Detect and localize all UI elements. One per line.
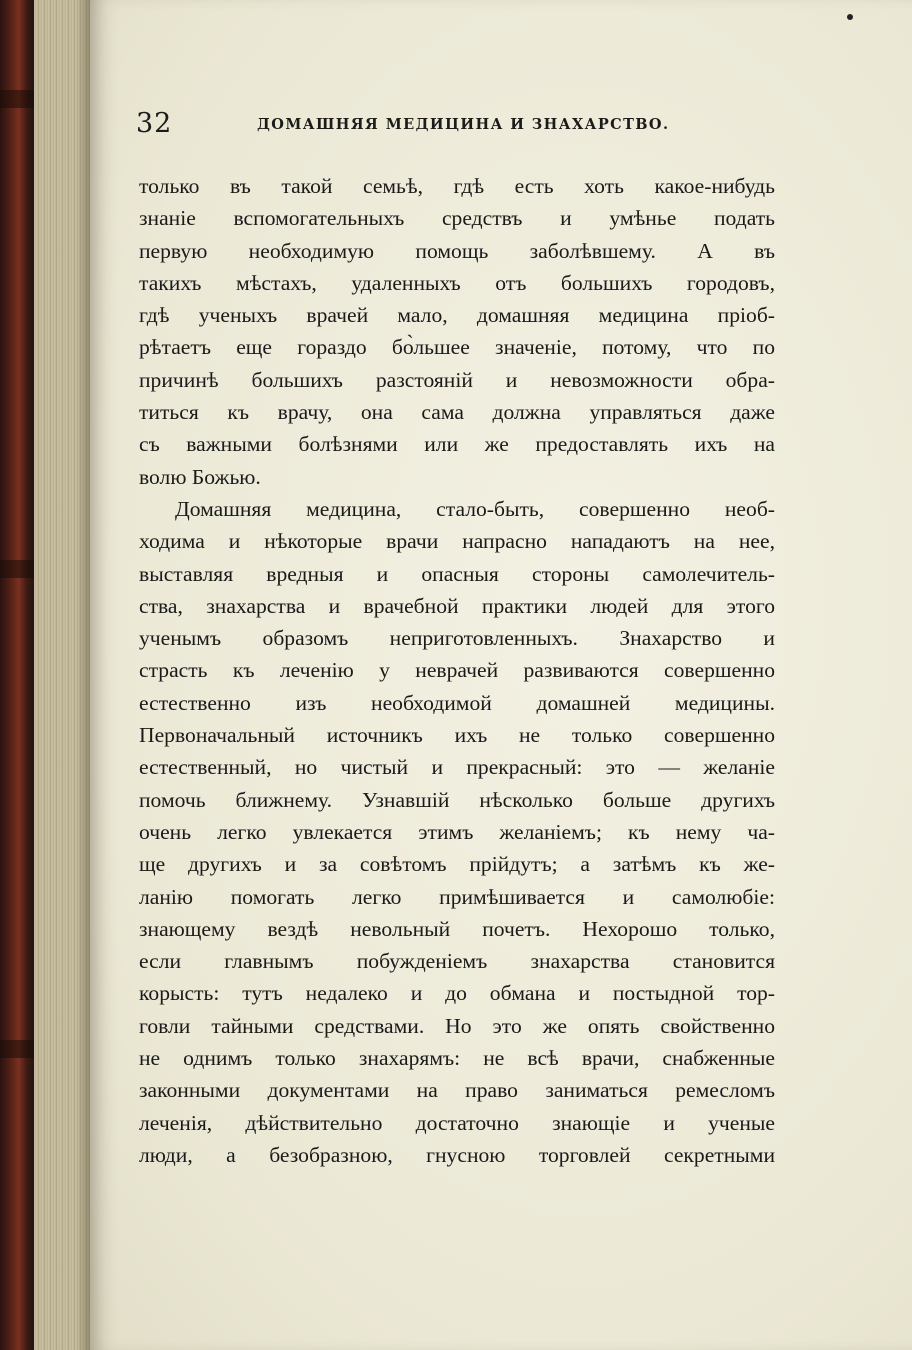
spine-band	[0, 560, 34, 578]
text-line: съ важными болѣзнями или же предоставлять ихъ на	[139, 432, 775, 457]
text-line: знаніе вспомогательныхъ средствъ и умѣнье подать	[139, 206, 775, 231]
text-line: волю Божью.	[139, 464, 261, 489]
text-line: леченія, дѣйствительно достаточно знающіе и ученые	[139, 1110, 775, 1135]
text-line: корысть: тутъ недалеко и до обмана и постыдной тор-	[139, 981, 775, 1006]
text-line: ще другихъ и за совѣтомъ прійдутъ; а затѣмъ къ же-	[139, 852, 775, 877]
spine-band	[0, 1040, 34, 1058]
text-line: Домашняя медицина, стало-быть, совершенно необ-	[175, 496, 775, 521]
text-line: ходима и нѣкоторые врачи напрасно нападаютъ на нее,	[139, 529, 775, 554]
text-line: если главнымъ побужденіемъ знахарства становится	[139, 949, 775, 974]
page-edges	[34, 0, 90, 1350]
text-line: знающему вездѣ невольный почетъ. Нехорошо только,	[139, 916, 775, 941]
paragraph-1	[139, 170, 775, 493]
text-line: такихъ мѣстахъ, удаленныхъ отъ большихъ городовъ,	[139, 270, 775, 295]
text-line: помочь ближнему. Узнавшій нѣсколько больше другихъ	[139, 787, 775, 812]
text-line: ланію помогать легко примѣшивается и самолюбіе:	[139, 884, 775, 909]
text-line: очень легко увлекается этимъ желаніемъ; къ нему ча-	[139, 819, 775, 844]
running-title: ДОМАШНЯЯ МЕДИЦИНА И ЗНАХАРСТВО.	[257, 116, 670, 133]
text-line: законными документами на право заниматься ремесломъ	[139, 1078, 775, 1103]
text-line: рѣтаетъ еще гораздо бо̀льшее значеніе, потому, что по	[139, 335, 775, 360]
text-line: только въ такой семьѣ, гдѣ есть хоть какое-нибудь	[139, 174, 775, 198]
paragraph-2	[139, 493, 775, 1171]
text-line: естественно изъ необходимой домашней медицины.	[139, 690, 775, 715]
text-line: ученымъ образомъ неприготовленныхъ. Знахарство и	[139, 626, 775, 651]
text-line: выставляя вредныя и опасныя стороны самолечитель-	[139, 561, 775, 586]
text-line: первую необходимую помощь заболѣвшему. А въ	[139, 238, 775, 263]
text-line: говли тайными средствами. Но это же опять свойственно	[139, 1013, 775, 1038]
spine-band	[0, 90, 34, 108]
ink-dot	[847, 14, 853, 20]
text-line: ства, знахарства и врачебной практики людей для этого	[139, 593, 775, 618]
body-text	[139, 170, 775, 1171]
page-header	[136, 108, 776, 148]
text-line: титься къ врачу, она сама должна управляться даже	[139, 400, 775, 425]
text-line: естественный, но чистый и прекрасный: это — желаніе	[139, 755, 775, 780]
text-line: Первоначальный источникъ ихъ не только совершенно	[139, 723, 775, 748]
book-spine	[0, 0, 34, 1350]
text-line: люди, а безобразною, гнусною торговлей секретными	[139, 1142, 775, 1167]
text-line: не однимъ только знахарямъ: не всѣ врачи, снабженные	[139, 1046, 775, 1071]
text-line: гдѣ ученыхъ врачей мало, домашняя медицина пріоб-	[139, 303, 775, 328]
page-number: 32	[136, 108, 173, 139]
text-line: причинѣ большихъ разстояній и невозможности обра-	[139, 367, 775, 392]
text-line: страсть къ леченію у неврачей развиваются совершенно	[139, 658, 775, 683]
